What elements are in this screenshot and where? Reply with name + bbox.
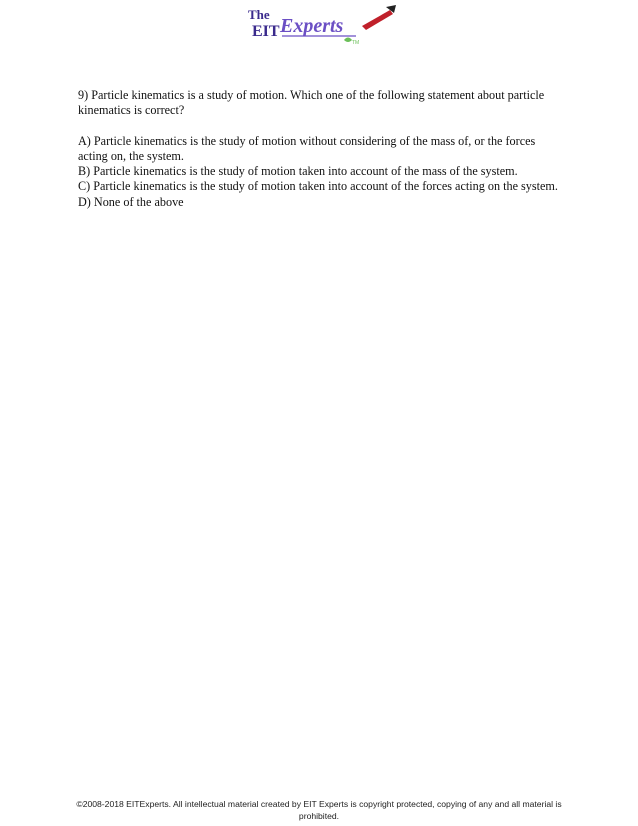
logo-tm-text: TM bbox=[352, 40, 360, 46]
option-c: C) Particle kinematics is the study of motion taken into account of the forces acting on the system. bbox=[78, 179, 558, 194]
logo-the-text: The bbox=[248, 7, 270, 22]
option-a: A) Particle kinematics is the study of motion without considering of the mass of, or the forces acting on, the system. bbox=[78, 133, 536, 163]
copyright-footer: ©2008-2018 EITExperts. All intellectual material created by EIT Experts is copyright protected, copying of any and all material is prohibited. bbox=[76, 799, 562, 821]
logo-experts-text: Experts bbox=[280, 15, 344, 37]
question-block bbox=[78, 88, 558, 210]
option-b: B) Particle kinematics is the study of motion taken into account of the mass of the system. bbox=[78, 164, 518, 179]
logo-eit-text: EIT bbox=[252, 23, 280, 40]
eit-experts-logo-graphic bbox=[240, 4, 400, 46]
leaf-icon bbox=[344, 38, 352, 43]
eit-experts-logo bbox=[240, 4, 400, 46]
question-text: 9) Particle kinematics is a study of motion. Which one of the following statement about particle kinematics is correct? bbox=[78, 88, 545, 118]
option-d: D) None of the above bbox=[78, 194, 184, 209]
pen-icon bbox=[362, 10, 393, 30]
